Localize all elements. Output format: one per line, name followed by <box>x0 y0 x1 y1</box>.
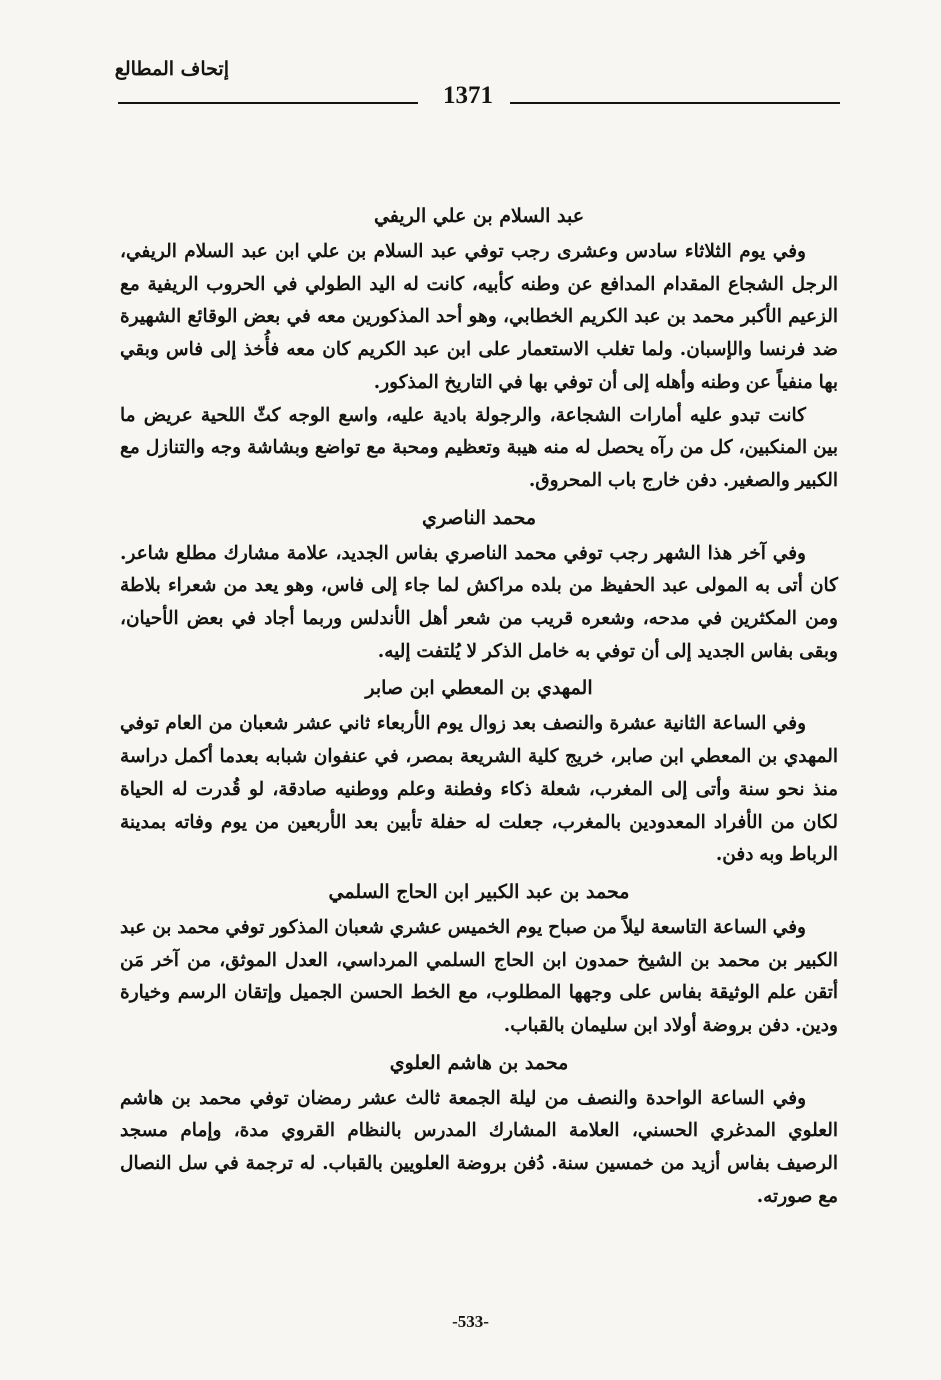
entry-paragraph: وفي الساعة الثانية عشرة والنصف بعد زوال يوم الأربعاء ثاني عشر شعبان من العام توفي المهدي بن المعطي ابن صابر، خريج كلية الشريعة بمصر، في عنفوان شبابه بعدما أكمل دراسة منذ نحو سنة وأتى إلى المغرب، شعلة ذكاء وفطنة وعلم ووطنيه صادقة، لو قُدرت له الحياة لكان من الأفراد المعدودين بالمغرب، جعلت له حفلة تأبين بعد الأربعين من يوم وفاته بمدينة الرباط وبه دفن. <box>120 713 838 866</box>
header-rule-right <box>510 102 840 104</box>
entry-title: محمد الناصري <box>421 506 537 529</box>
entry-title: محمد بن هاشم العلوي <box>389 1051 569 1074</box>
page-header <box>118 80 840 120</box>
entry-title: محمد بن عبد الكبير ابن الحاج السلمي <box>328 880 630 903</box>
entry-paragraph: وفي الساعة التاسعة ليلاً من صباح يوم الخميس عشري شعبان المذكور توفي محمد بن عبد الكبير بن محمد بن الشيخ حمدون ابن الحاج السلمي المرداسي، العدل الموثق، من آخر مَن أتقن علم الوثيقة بفاس على وجهها المطلوب، مع الخط الحسن الجميل وإتقان الرسم وخيارة ودين. دفن بروضة أولاد ابن سليمان بالقباب. <box>120 916 838 1037</box>
entry-paragraph: وفي الساعة الواحدة والنصف من ليلة الجمعة ثالث عشر رمضان توفي محمد بن هاشم العلوي المدغري الحسني، العلامة المشارك المدرس بالنظام القروي مدة، وإمام مسجد الرصيف بفاس أزيد من خمسين سنة. دُفن بروضة العلويين بالقباب. له ترجمة في سل النصال مع صورته. <box>120 1087 838 1207</box>
entry-title: المهدي بن المعطي ابن صابر <box>365 677 593 700</box>
footer-page-number: -533- <box>452 1312 489 1331</box>
entry-title: عبد السلام بن علي الريفي <box>373 205 585 227</box>
entry-paragraph: وفي يوم الثلاثاء سادس وعشرى رجب توفي عبد السلام بن علي ابن عبد السلام الريفي، الرجل الشجاع المقدام المدافع عن وطنه كأبيه، كانت له اليد الطولي في الحروب الريفية مع الزعيم الأكبر محمد بن عبد الكريم الخطابي، وهو أحد المذكورين معه في بعض الوقائع الشهيرة ضد فرنسا والإسبان. ولما تغلب الاستعمار على ابن عبد الكريم كان معه فأُخذ إلى فاس وبقي بها منفياً عن وطنه وأهله إلى أن توفي بها في التاريخ المذكور. <box>120 241 838 393</box>
running-title: إتحاف المطالع <box>114 58 229 80</box>
page-body <box>120 192 838 1214</box>
header-rule-left <box>118 102 418 104</box>
entry-paragraph: وفي آخر هذا الشهر رجب توفي محمد الناصري بفاس الجديد، علامة مشارك مطلع شاعر. كان أتى به المولى عبد الحفيظ من بلده مراكش لما جاء إلى فاس، وهو يعد من شعراء بلاطة ومن المكثرين في مدحه، وشعره قريب من شعر أهل الأندلس وربما أجاد في بعض الأحيان، وبقى بفاس الجديد إلى أن توفي به خامل الذكر لا يُلتفت إليه. <box>120 542 838 662</box>
entry-paragraph: كانت تبدو عليه أمارات الشجاعة، والرجولة بادية عليه، واسع الوجه كثّ اللحية عريض ما بين المنكبين، كل من رآه يحصل له منه هيبة وتعظيم ومحبة مع تواضع وبشاشة وجه والتنازل مع الكبير والصغير. دفن خارج باب المحروق. <box>120 404 838 491</box>
page-number: 1371 <box>443 82 493 109</box>
